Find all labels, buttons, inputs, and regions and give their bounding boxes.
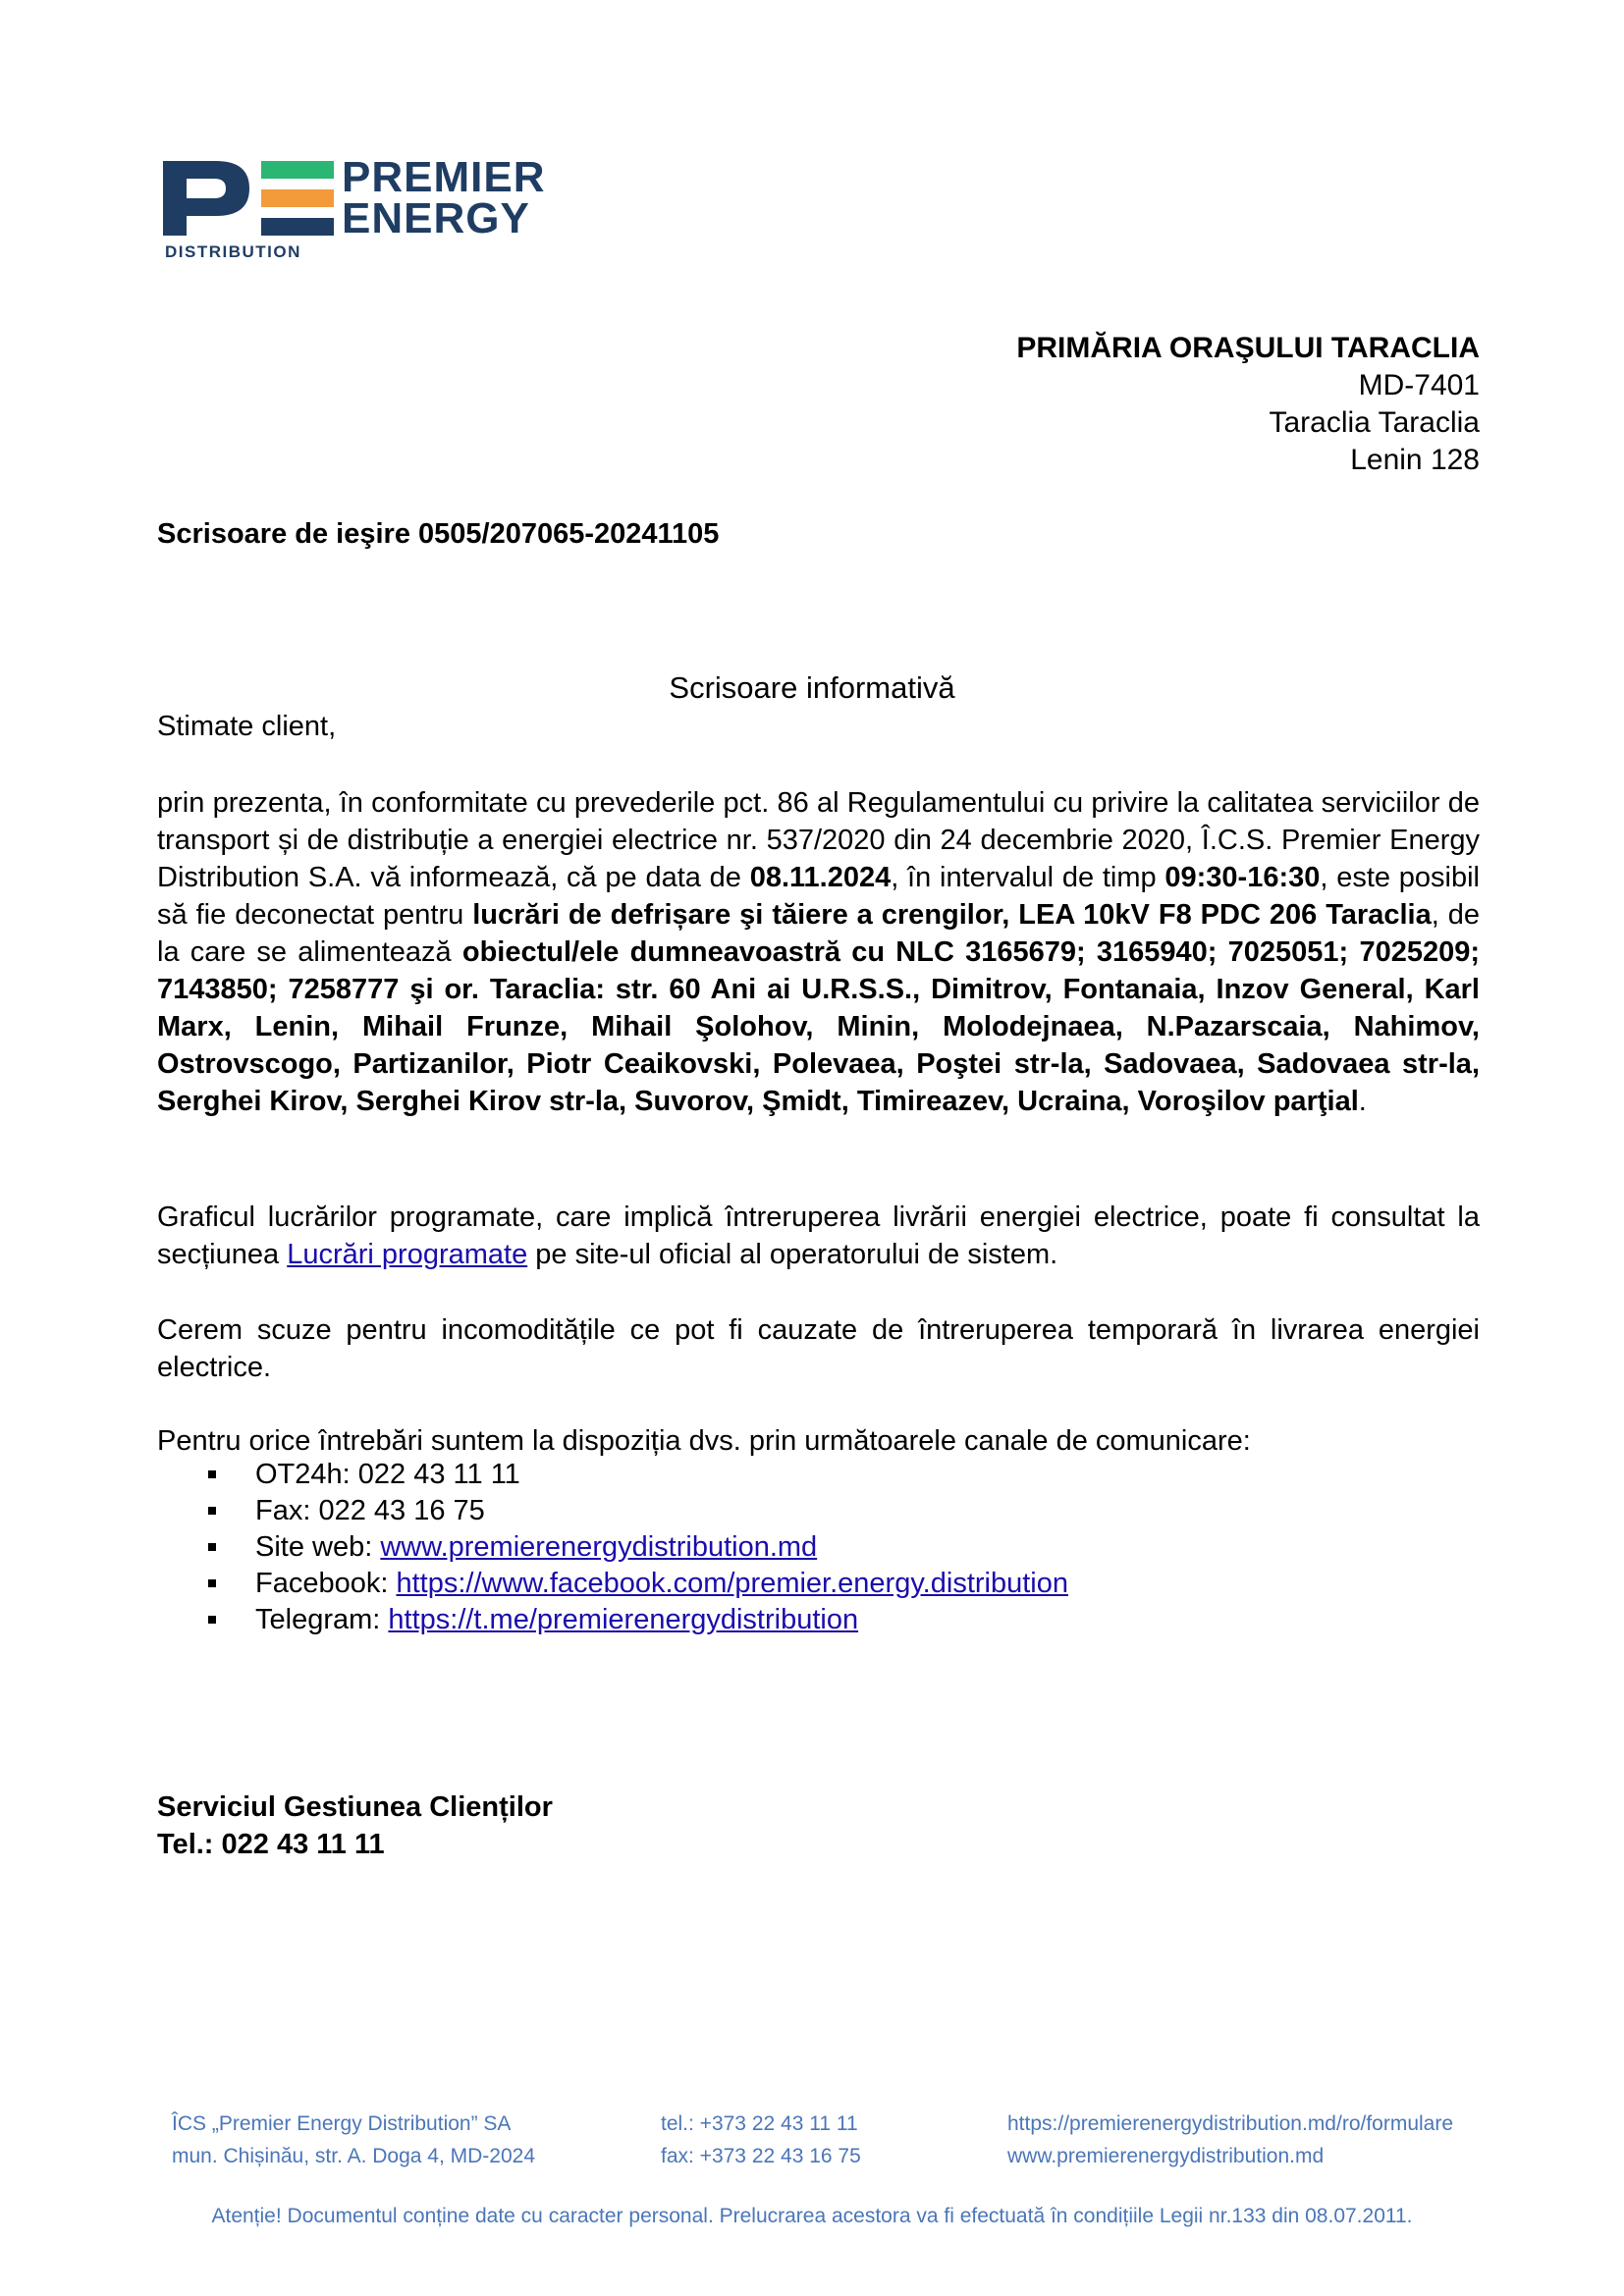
website-link[interactable]: www.premierenergydistribution.md: [380, 1531, 818, 1563]
apology-paragraph: Cerem scuze pentru incomoditățile ce pot fi cauzate de întreruperea temporară în livrarea energiei electrice.: [157, 1314, 1480, 1383]
text-segment: , în intervalul de timp: [891, 862, 1165, 893]
text-segment: .: [1358, 1086, 1367, 1117]
list-item: [208, 1493, 1068, 1529]
footer-forms-url: https://premierenergydistribution.md/ro/formulare: [1007, 2112, 1454, 2135]
department-phone: Tel.: 022 43 11 11: [157, 1829, 385, 1860]
personal-data-disclaimer: Atenție! Documentul conține date cu caracter personal. Prelucrarea acestora va fi efectuată în condițiile Legii nr.133 din 08.07.2011.: [211, 2205, 1413, 2227]
logo-line-2: ENERGY: [342, 194, 530, 242]
contact-label: Telegram:: [255, 1604, 389, 1635]
department-name: Serviciul Gestiunea Clienților: [157, 1791, 553, 1823]
signature-block: [157, 1789, 553, 1863]
footer-company-name: ÎCS „Premier Energy Distribution” SA: [172, 2112, 512, 2135]
bullet-icon: [208, 1470, 216, 1478]
text-segment: prin prezenta, în conformitate cu prevederile pct. 86 al Regulamentului cu privire la calitatea serviciilor de transport și de distribuție a energiei electrice nr. 537/2020 din 24 decembrie 2020, Î.C.S. Premier Energy Distribution S.A. vă informează, că pe data de: [157, 787, 1480, 893]
text-segment: , de la care se alimentează: [157, 899, 1481, 968]
footer-fax: fax: +373 22 43 16 75: [661, 2145, 861, 2167]
list-item: [208, 1602, 1068, 1638]
salutation: Stimate client,: [157, 711, 337, 742]
footer-site: www.premierenergydistribution.md: [1007, 2145, 1325, 2167]
footer-phones: [661, 2108, 861, 2172]
contact-hotline: OT24h: 022 43 11 11: [255, 1459, 520, 1490]
bullet-icon: [208, 1507, 216, 1515]
scheduled-works-link[interactable]: Lucrări programate: [287, 1239, 528, 1270]
list-item: [208, 1529, 1068, 1566]
contact-list: [208, 1457, 1068, 1638]
recipient-address: [1016, 330, 1480, 479]
logo-mark-icon: [159, 157, 336, 240]
footer-web: [1007, 2108, 1453, 2172]
telegram-link[interactable]: https://t.me/premierenergydistribution: [388, 1604, 859, 1635]
premier-energy-logo: [159, 153, 591, 265]
text-segment: Graficul lucrărilor programate, care implică întreruperea livrării energiei electrice, poate fi consultat la secțiunea: [157, 1201, 1480, 1270]
recipient-postal-code: MD-7401: [1358, 369, 1480, 401]
work-description: lucrări de defrișare şi tăiere a crengilor, LEA 10kV F8 PDC 206 Taraclia: [472, 899, 1432, 931]
recipient-name: PRIMĂRIA ORAŞULUI TARACLIA: [1016, 332, 1480, 364]
bullet-icon: [208, 1616, 216, 1624]
text-segment: pe site-ul oficial al operatorului de sistem.: [527, 1239, 1058, 1270]
outgoing-number: Scrisoare de ieşire 0505/207065-20241105: [157, 518, 720, 550]
contact-intro: Pentru orice întrebări suntem la dispoziția dvs. prin următoarele canale de comunicare:: [157, 1425, 1251, 1457]
bullet-icon: [208, 1543, 216, 1551]
facebook-link[interactable]: https://www.facebook.com/premier.energy.distribution: [396, 1568, 1068, 1599]
document-title: Scrisoare informativă: [669, 670, 955, 705]
recipient-street: Lenin 128: [1350, 444, 1480, 476]
affected-objects: obiectul/ele dumneavoastră cu NLC 3165679; 3165940; 7025051; 7025209; 7143850; 7258777 şi or. Taraclia: str. 60 Ani ai U.R.S.S., Dimitrov, Fontanaia, Inzov General, Karl Marx, Lenin, Mihail Frunze, Mihail Şolohov, Minin, Molodejnaea, N.Pazarscaia, Nahimov, Ostrovscogo, Partizanilor, Piotr Ceaikovski, Polevaea, Poştei str-la, Sadovaea, Sadovaea str-la, Serghei Kirov, Serghei Kirov str-la, Suvorov, Şmidt, Timireazev, Ucraina, Voroşilov parţial: [157, 936, 1480, 1117]
schedule-paragraph: [157, 1199, 1480, 1273]
bullet-icon: [208, 1579, 216, 1587]
logo-wordmark: [342, 153, 546, 242]
contact-label: Site web:: [255, 1531, 381, 1563]
recipient-locality: Taraclia Taraclia: [1269, 406, 1480, 439]
footer-tel: tel.: +373 22 43 11 11: [661, 2112, 858, 2135]
outage-time: 09:30-16:30: [1164, 862, 1321, 893]
notice-paragraph: [157, 784, 1480, 1120]
text-segment: , este posibil să fie deconectat pentru: [157, 862, 1480, 931]
contact-label: Facebook:: [255, 1568, 397, 1599]
logo-subtitle: DISTRIBUTION: [165, 242, 301, 261]
footer-address: mun. Chișinău, str. A. Doga 4, MD-2024: [172, 2145, 536, 2167]
list-item: [208, 1566, 1068, 1602]
footer-company: [172, 2108, 535, 2172]
outage-date: 08.11.2024: [749, 862, 892, 893]
contact-fax: Fax: 022 43 16 75: [255, 1495, 485, 1526]
list-item: [208, 1457, 1068, 1493]
logo-line-1: PREMIER: [342, 153, 546, 201]
